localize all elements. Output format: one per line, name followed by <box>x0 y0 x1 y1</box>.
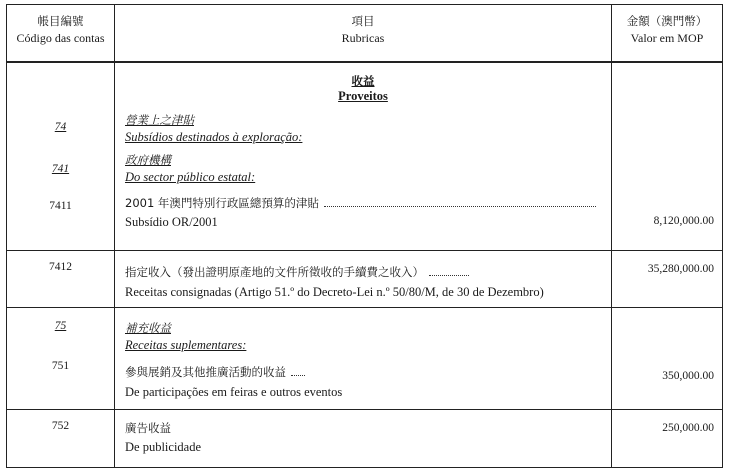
table-header-row <box>7 5 723 63</box>
rubric-7412-zh: 指定收入（發出證明原產地的文件所徵收的手續費之收入） <box>125 264 424 279</box>
rubric-741-pt: Do sector público estatal: <box>125 170 256 184</box>
header-rubric-zh: 項目 <box>351 14 375 28</box>
code-7411: 7411 <box>49 200 72 212</box>
rubric-7411-line <box>115 192 611 211</box>
rubric-74-pt: Subsídios destinados à exploração: <box>125 130 303 144</box>
rubric-7411-pt: Subsídio OR/2001 <box>125 215 218 229</box>
leader-dots <box>324 196 596 207</box>
rubric-75-pt: Receitas suplementares: <box>125 337 247 352</box>
header-value-pt: Valor em MOP <box>630 31 704 45</box>
accounts-table <box>6 4 723 468</box>
rubric-751-pt: De participações em feiras e outros eventos <box>125 384 343 399</box>
header-code-cell <box>7 5 115 63</box>
code-cell <box>7 250 115 307</box>
code-cell <box>7 409 115 467</box>
header-code-zh: 帳目編號 <box>37 14 84 28</box>
rubric-741-zh: 政府機構 <box>125 153 171 167</box>
leader-dots <box>291 365 305 376</box>
code-741: 741 <box>51 163 70 175</box>
header-rubric-pt: Rubricas <box>341 31 385 45</box>
rubric-7411-zh: 2001 年澳門特別行政區總預算的津貼 <box>125 196 319 210</box>
rubric-cell <box>115 307 612 409</box>
rubric-752-zh: 廣告收益 <box>125 420 171 435</box>
amount-7412: 35,280,000.00 <box>647 262 714 275</box>
rubric-752-pt: De publicidade <box>125 439 202 454</box>
code-751: 751 <box>51 359 70 372</box>
header-rubric-cell <box>115 5 612 63</box>
table-row <box>7 409 723 467</box>
rubric-cell <box>115 409 612 467</box>
rubric-cell <box>115 250 612 307</box>
code-752: 752 <box>51 419 70 432</box>
leader-dots <box>429 265 469 276</box>
code-cell <box>7 62 115 250</box>
rubric-7412-pt: Receitas consignadas (Artigo 51.º do Decreto-Lei n.º 50/80/M, de 30 de Dezembro) <box>125 284 544 299</box>
section-title-zh: 收益 <box>351 74 375 88</box>
table-row <box>7 307 723 409</box>
code-74: 74 <box>54 121 67 133</box>
amount-752: 250,000.00 <box>662 421 714 434</box>
header-value-zh: 金額（澳門幣） <box>626 14 708 28</box>
rubric-7412-line <box>115 261 611 280</box>
amount-cell <box>612 409 723 467</box>
rubric-cell <box>115 62 612 250</box>
amount-cell <box>612 62 723 250</box>
rubric-751-line <box>115 361 611 380</box>
rubric-75-zh: 補充收益 <box>125 320 171 335</box>
amount-751: 350,000.00 <box>662 369 714 382</box>
rubric-74-zh: 營業上之津貼 <box>125 113 194 127</box>
rubric-751-zh: 參與展銷及其他推廣活動的收益 <box>125 364 286 379</box>
header-value-cell <box>612 5 723 63</box>
amount-cell <box>612 250 723 307</box>
amount-cell <box>612 307 723 409</box>
header-code-pt: Código das contas <box>16 31 105 45</box>
amount-7411: 8,120,000.00 <box>653 215 714 227</box>
code-cell <box>7 307 115 409</box>
section-title-pt: Proveitos <box>338 89 388 103</box>
code-7412: 7412 <box>49 260 72 273</box>
table-row <box>7 250 723 307</box>
code-75: 75 <box>54 319 67 332</box>
table-row <box>7 62 723 250</box>
